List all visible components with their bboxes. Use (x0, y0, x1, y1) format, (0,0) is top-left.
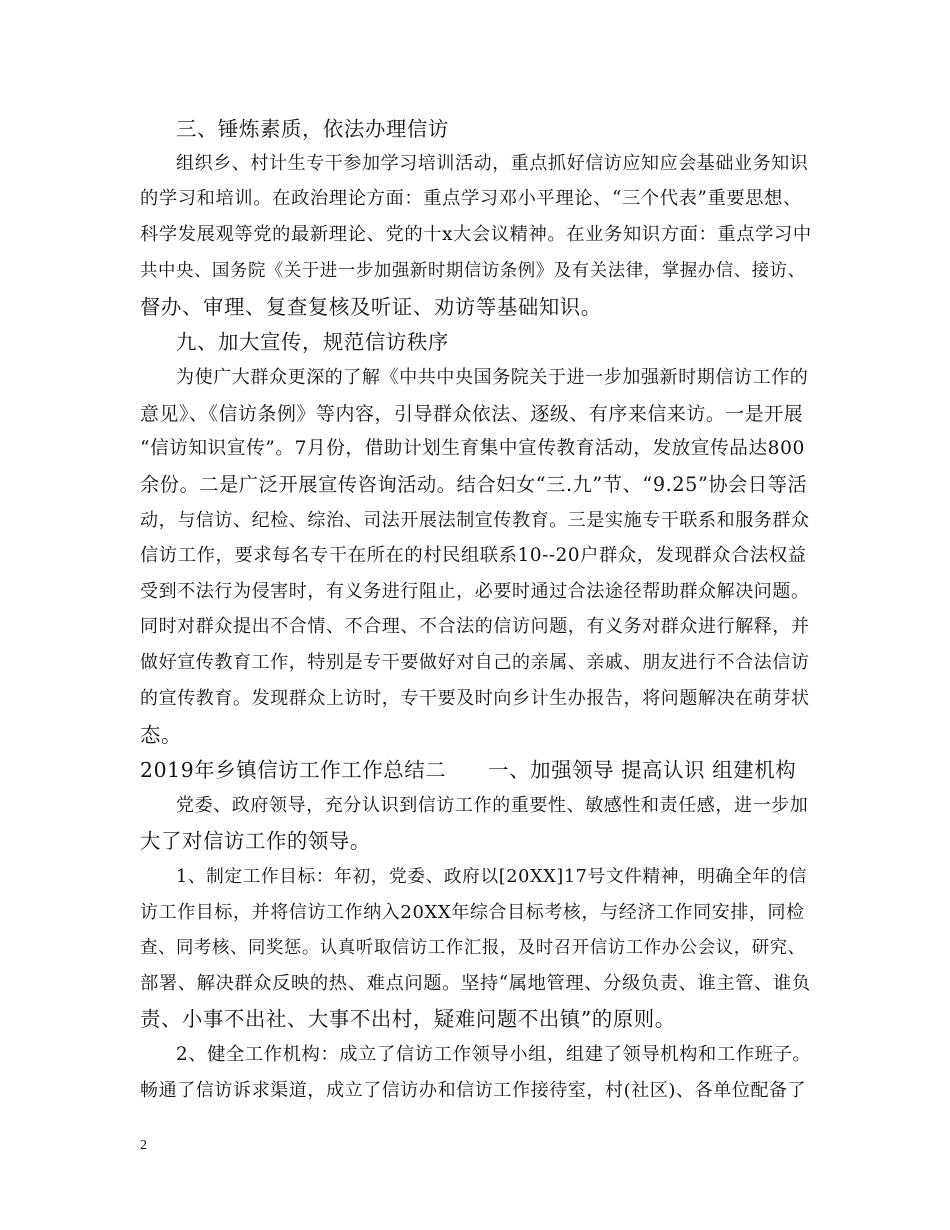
paragraph-line: 科学发展观等党的最新理论、党的十x大会议精神。在业务知识方面：重点学习中 (140, 224, 812, 245)
paragraph-line: 同时对群众提出不合情、不合理、不合法的信访问题，有义务对群众进行解释，并 (140, 616, 810, 637)
paragraph-line: 动，与信访、纪检、综治、司法开展法制宣传教育。三是实施专干联系和服务群众 (140, 510, 810, 531)
paragraph-line: 大了对信访工作的领导。 (140, 829, 371, 853)
paragraph-line: 2、健全工作机构：成立了信访工作领导小组，组建了领导机构和工作班子。 (176, 1044, 812, 1065)
paragraph-line: 为使广大群众更深的了解《中共中央国务院关于进一步加强新时期信访工作的 (176, 367, 809, 388)
paragraph-line: 做好宣传教育工作，特别是专干要做好对自己的亲属、亲戚、朋友进行不合法信访 (140, 652, 810, 673)
paragraph-line: 意见》、《信访条例》等内容，引导群众依法、逐级、有序来信来访。一是开展 (140, 403, 804, 425)
paragraph-line: 访工作目标，并将信访工作纳入20XX年综合目标考核，与经济工作同安排，同检 (140, 902, 805, 923)
paragraph-line: 的宣传教育。发现群众上访时，专干要及时向乡计生办报告，将问题解决在萌芽状 (140, 688, 810, 709)
paragraph-line: 部署、解决群众反映的热、难点问题。坚持“属地管理、分级负责、谁主管、谁负 (140, 973, 811, 994)
paragraph-line: 信访工作，要求每名专干在所在的村民组联系10--20户群众，发现群众合法权益 (140, 545, 807, 566)
paragraph-line: 余份。二是广泛开展宣传咨询活动。结合妇女“三.九”节、“9.25”协会日等活 (140, 473, 808, 496)
paragraph-line: 查、同考核、同奖惩。认真听取信访工作汇报，及时召开信访工作办公会议，研究、 (140, 938, 806, 958)
section-heading: 九、加大宣传，规范信访秩序 (176, 330, 449, 354)
paragraph-line: 督办、审理、复查复核及听证、劝访等基础知识。 (140, 295, 602, 319)
section-heading: 三、锤炼素质，依法办理信访 (176, 117, 449, 141)
page-number: 2 (140, 1138, 147, 1153)
paragraph-line: 受到不法行为侵害时，有义务进行阻止，必要时通过合法途径帮助群众解决问题。 (140, 581, 810, 602)
paragraph-line: 畅通了信访诉求渠道，成立了信访办和信访工作接待室，村(社区)、各单位配备了 (140, 1080, 807, 1101)
paragraph-line: 态。 (140, 723, 182, 747)
document-heading: 2019年乡镇信访工作工作总结二 一、加强领导 提高认识 组建机构 (140, 758, 797, 782)
paragraph-line: 1、制定工作目标：年初，党委、政府以[20XX]17号文件精神，明确全年的信 (176, 867, 807, 887)
paragraph-line: 共中央、国务院《关于进一步加强新时期信访条例》及有关法律，掌握办信、接访、 (140, 261, 806, 281)
paragraph-line: 组织乡、村计生专干参加学习培训活动，重点抓好信访应知应会基础业务知识 (176, 153, 809, 174)
paragraph-line: 责、小事不出社、大事不出村，疑难问题不出镇”的原则。 (140, 1007, 676, 1031)
paragraph-line: 的学习和培训。在政治理论方面：重点学习邓小平理论、“三个代表”重要思想、 (140, 188, 802, 209)
paragraph-line: 党委、政府领导，充分认识到信访工作的重要性、敏感性和责任感，进一步加 (176, 795, 809, 816)
paragraph-line: “信访知识宣传”。7月份，借助计划生育集中宣传教育活动，发放宣传品达800 (140, 438, 805, 459)
